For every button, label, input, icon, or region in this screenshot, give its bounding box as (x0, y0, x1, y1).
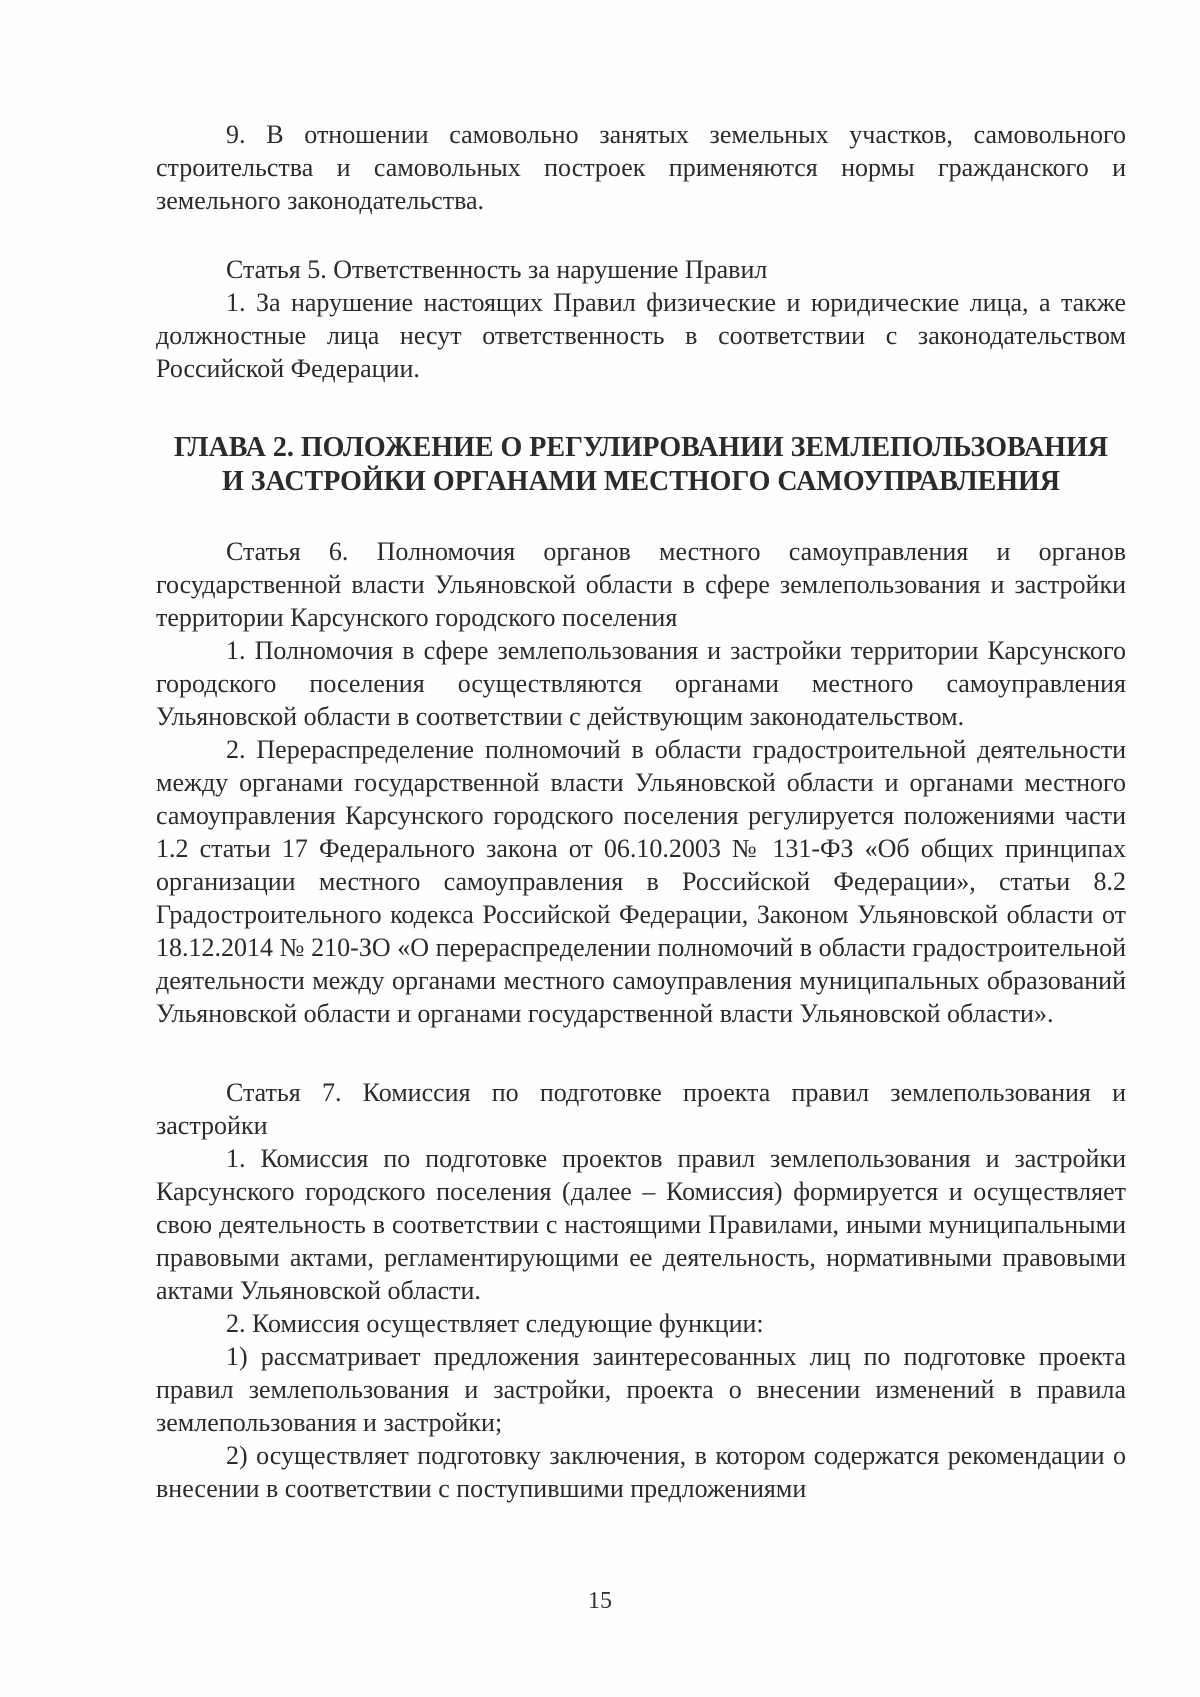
article-7-function-2: 2) осуществляет подготовку заключения, в котором содержатся рекомендации о внесении в соответствии с поступившими предложениями (156, 1441, 1126, 1503)
article-7-function-1: 1) рассматривает предложения заинтересованных лиц по подготовке проекта правил землепользования и застройки, проекта о внесении изменений в правила землепользования и застройки; (156, 1342, 1126, 1437)
article-7-item-1: 1. Комиссия по подготовке проектов правил землепользования и застройки Карсунского городского поселения (далее – Комиссия) формируется и осуществляет свою деятельность в соответствии с настоящими Правилами, иными муниципальными правовыми актами, регламентирующими ее деятельность, нормативными правовыми актами Ульяновской области. (156, 1144, 1126, 1305)
article-5-title: Статья 5. Ответственность за нарушение Правил (226, 255, 768, 284)
page-content (156, 118, 1126, 1505)
article-6-item-2: 2. Перераспределение полномочий в области градостроительной деятельности между органами государственной власти Ульяновской области и органами местного самоуправления Карсунского городского поселения регулируется положениями части 1.2 статьи 17 Федерального закона от 06.10.2003 № 131-ФЗ «Об общих принципах организации местного самоуправления в Российской Федерации», статьи 8.2 Градостроительного кодекса Российской Федерации, Законом Ульяновской области от 18.12.2014 № 210-ЗО «О перераспределении полномочий в области градостроительной деятельности между органами местного самоуправления муниципальных образований Ульяновской области и органами государственной власти Ульяновской области». (156, 735, 1126, 1028)
chapter-2-title: ГЛАВА 2. ПОЛОЖЕНИЕ О РЕГУЛИРОВАНИИ ЗЕМЛЕПОЛЬЗОВАНИЯ И ЗАСТРОЙКИ ОРГАНАМИ МЕСТНОГО САМОУПРАВЛЕНИЯ (174, 432, 1108, 497)
page-number: 15 (588, 1588, 612, 1614)
article-5-item-1: 1. За нарушение настоящих Правил физические и юридические лица, а также должностные лица несут ответственность в соответствии с законодательством Российской Федерации. (156, 288, 1126, 383)
article-6-item-1: 1. Полномочия в сфере землепользования и застройки территории Карсунского городского поселения осуществляются органами местного самоуправления Ульяновской области в соответствии с действующим законодательством. (156, 636, 1126, 731)
paragraph-9: 9. В отношении самовольно занятых земельных участков, самовольного строительства и самовольных построек применяются нормы гражданского и земельного законодательства. (156, 120, 1126, 215)
article-7-item-2: 2. Комиссия осуществляет следующие функции: (226, 1309, 764, 1338)
article-7-title: Статья 7. Комиссия по подготовке проекта правил землепользования и застройки (156, 1078, 1126, 1140)
article-6-title: Статья 6. Полномочия органов местного самоуправления и органов государственной власти Ульяновской области в сфере землепользования и застройки территории Карсунского городского поселения (156, 537, 1126, 632)
